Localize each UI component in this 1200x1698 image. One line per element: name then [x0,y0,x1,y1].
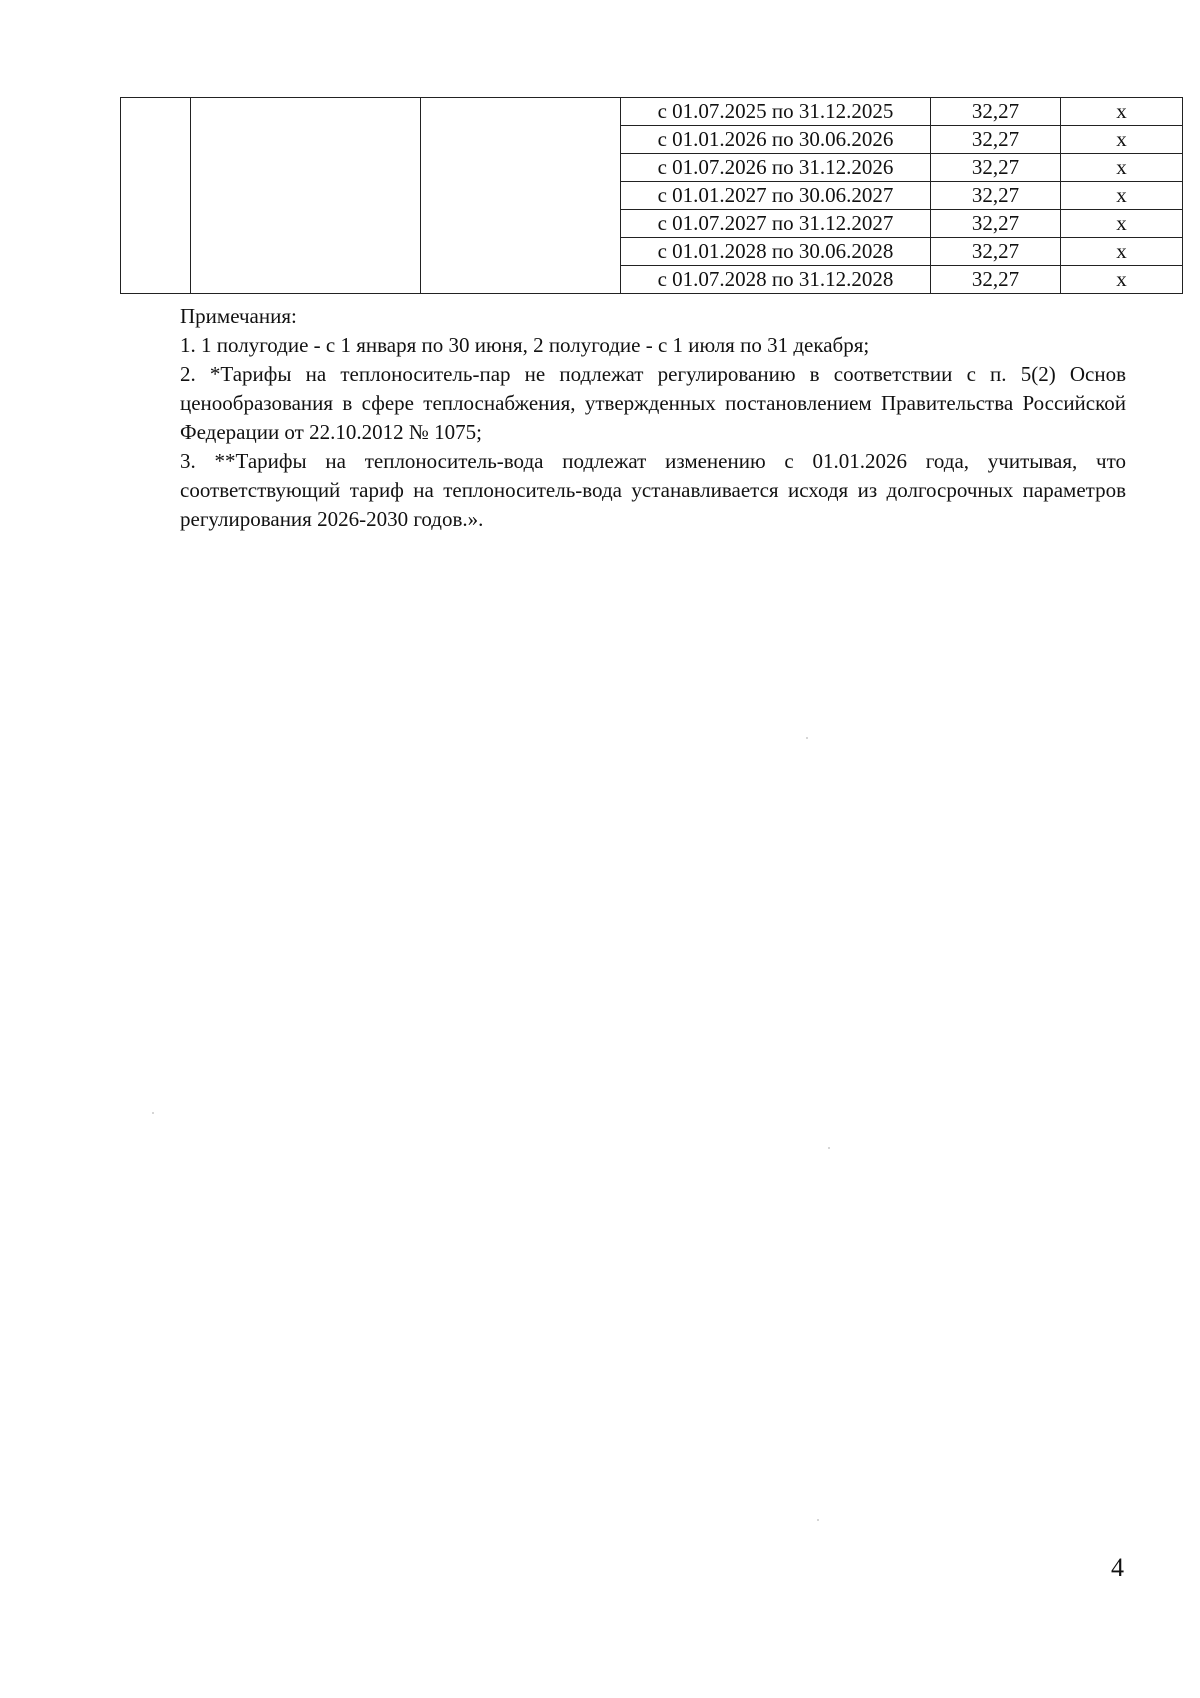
tariff-value-cell: 32,27 [931,182,1061,210]
period-cell: с 01.07.2028 по 31.12.2028 [621,266,931,294]
note-item: 1. 1 полугодие - с 1 января по 30 июня, 2 полугодие - с 1 июля по 31 декабря; [180,333,870,357]
table-row [121,98,1183,126]
tariff-value-cell: 32,27 [931,238,1061,266]
mark-cell: x [1061,266,1183,294]
mark-cell: x [1061,154,1183,182]
tariff-table [120,97,1183,294]
tariff-value-cell: 32,27 [931,154,1061,182]
scan-speck [152,1112,154,1114]
period-cell: с 01.01.2026 по 30.06.2026 [621,126,931,154]
note-item: 2. *Тарифы на теплоноситель-пар не подлежат регулированию в соответствии с п. 5(2) Основ ценообразования в сфере теплоснабжения, утвержденных постановлением Правительства Российской Федерации от 22.10.2012 № 1075; [180,362,1126,444]
notes-section [180,302,1126,534]
tariff-value-cell: 32,27 [931,210,1061,238]
table-cell-empty [121,98,191,294]
table-cell-empty [191,98,421,294]
period-cell: с 01.01.2027 по 30.06.2027 [621,182,931,210]
scan-speck [817,1519,819,1521]
note-item: 3. **Тарифы на теплоноситель-вода подлежат изменению с 01.01.2026 года, учитывая, что соответствующий тариф на теплоноситель-вода устанавливается исходя из долгосрочных параметров регулирования 2026-2030 годов.». [180,449,1126,531]
mark-cell: x [1061,98,1183,126]
page-number: 4 [1111,1553,1124,1582]
tariff-value-cell: 32,27 [931,266,1061,294]
notes-heading: Примечания: [180,304,297,328]
mark-cell: x [1061,126,1183,154]
period-cell: с 01.07.2025 по 31.12.2025 [621,98,931,126]
period-cell: с 01.07.2027 по 31.12.2027 [621,210,931,238]
scan-speck [828,1147,830,1149]
mark-cell: x [1061,238,1183,266]
mark-cell: x [1061,210,1183,238]
mark-cell: x [1061,182,1183,210]
period-cell: с 01.01.2028 по 30.06.2028 [621,238,931,266]
period-cell: с 01.07.2026 по 31.12.2026 [621,154,931,182]
tariff-value-cell: 32,27 [931,98,1061,126]
scan-speck [806,737,808,739]
table-cell-empty [421,98,621,294]
tariff-value-cell: 32,27 [931,126,1061,154]
